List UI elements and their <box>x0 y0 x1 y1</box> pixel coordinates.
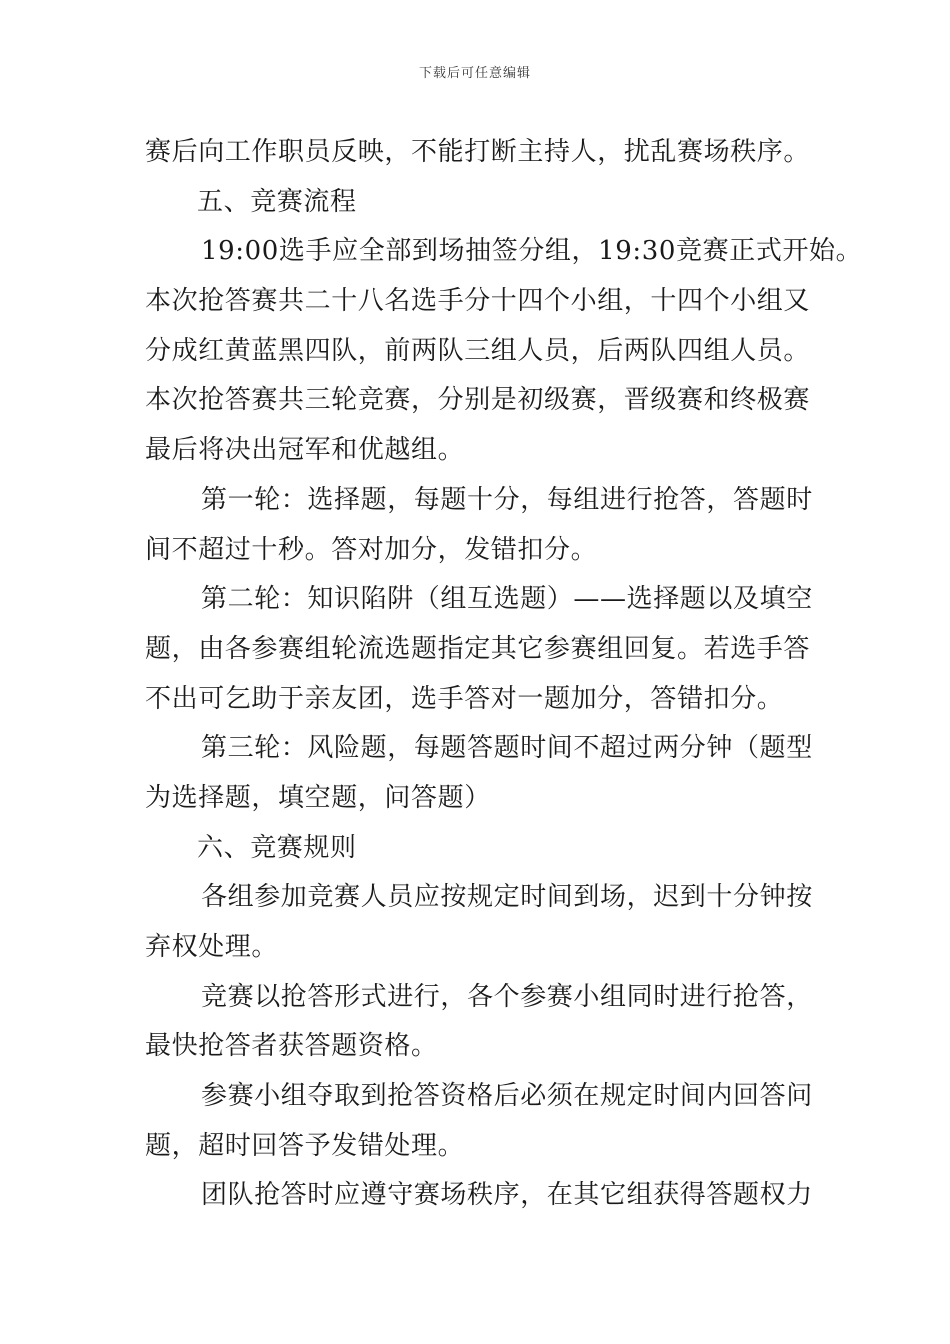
body-line: 最后将决出冠军和优越组。 <box>145 435 465 466</box>
body-line: 赛后向工作职员反映，不能打断主持人，扰乱赛场秩序。 <box>145 137 811 167</box>
body-line: 最快抢答者获答题资格。 <box>145 1031 438 1062</box>
body-line: 第二轮：知识陷阱（组互选题）——选择题以及填空 <box>201 584 813 615</box>
body-line: 题，超时回答予发错处理。 <box>145 1130 465 1161</box>
section-heading-process: 五、竞赛流程 <box>197 186 357 217</box>
body-line: 题，由各参赛组轮流选题指定其它参赛组回复。若选手答 <box>145 633 811 664</box>
body-line: 本次抢答赛共二十八名选手分十四个小组，十四个小组又 <box>145 286 811 317</box>
body-line: 竞赛以抢答形式进行，各个参赛小组同时进行抢答， <box>201 981 813 1012</box>
body-line: 弃权处理。 <box>145 932 279 962</box>
body-line: 各组参加竞赛人员应按规定时间到场，迟到十分钟按 <box>201 882 813 913</box>
body-line: 19:00选手应全部到场抽签分组，19:30竞赛正式开始。 <box>201 236 863 267</box>
body-line: 参赛小组夺取到抢答资格后必须在规定时间内回答问 <box>201 1081 813 1112</box>
section-heading-rules: 六、竞赛规则 <box>197 832 357 863</box>
body-line: 分成红黄蓝黑四队，前两队三组人员，后两队四组人员。 <box>145 335 811 366</box>
body-line: 第一轮：选择题，每题十分，每组进行抢答，答题时 <box>201 484 813 515</box>
body-line: 第三轮：风险题，每题答题时间不超过两分钟（题型 <box>201 733 813 764</box>
body-line: 团队抢答时应遵守赛场秩序，在其它组获得答题权力 <box>201 1180 813 1211</box>
body-line: 本次抢答赛共三轮竞赛，分别是初级赛，晋级赛和终极赛 <box>145 385 811 416</box>
body-line: 不出可乞助于亲友团，选手答对一题加分，答错扣分。 <box>145 683 784 714</box>
page-header-note: 下载后可任意编辑 <box>418 66 531 81</box>
body-line: 间不超过十秒。答对加分，发错扣分。 <box>145 534 598 565</box>
document-body <box>145 128 863 1221</box>
body-line: 为选择题，填空题，问答题） <box>145 782 491 813</box>
